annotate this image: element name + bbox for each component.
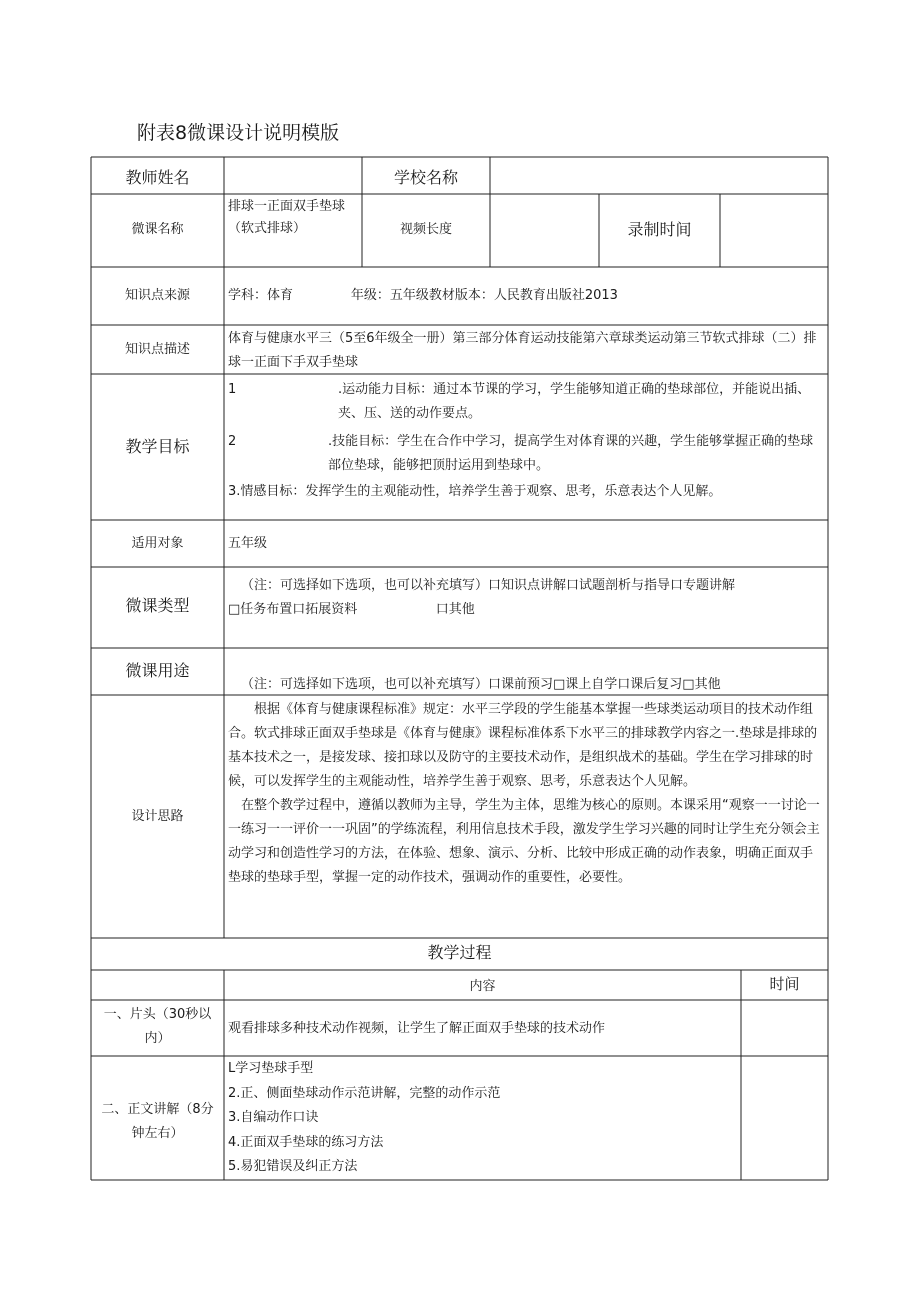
type-options-extra: □任务布置口拓展资料 口其他 xyxy=(228,602,475,617)
process-time-header: 时间 xyxy=(769,975,800,993)
step-content-line: 3.自编动作口诀 xyxy=(228,1110,319,1125)
goal-item xyxy=(228,378,824,426)
audience-value: 五年级 xyxy=(228,536,268,551)
goals-list xyxy=(228,378,824,504)
step-content-line: L学习垫球手型 xyxy=(228,1061,314,1076)
course-name-value: 排球一正面双手垫球（软式排球） xyxy=(228,199,346,236)
video-length-label: 视频长度 xyxy=(399,222,452,237)
source-value: 学科：体育 年级：五年级教材版本：人民教育出版社2013 xyxy=(228,288,618,303)
record-time-label: 录制时间 xyxy=(627,220,692,239)
page-title: 附表8微课设计说明模版 xyxy=(137,122,340,144)
process-title: 教学过程 xyxy=(427,943,492,962)
goal-item-3: 3.情感目标：发挥学生的主观能动性，培养学生善于观察、思考，乐意表达个人见解。 xyxy=(228,484,722,499)
step-content-line: 观看排球多种技术动作视频，让学生了解正面双手垫球的技术动作 xyxy=(228,1021,606,1036)
goals-label: 教学目标 xyxy=(125,437,190,456)
type-options: （注：可选择如下选项，也可以补充填写）口知识点讲解口试题剖析与指导口专题讲解 xyxy=(241,578,736,593)
process-content-header: 内容 xyxy=(469,979,496,994)
step-content xyxy=(228,1057,738,1180)
design-paragraph: 根据《体育与健康课程标准》规定：水平三学段的学生能基本掌握一些球类运动项目的技术动作组合。软式排球正面双手垫球是《体育与健康》课程标准体系下水平三的排球教学内容之一.垫球是排球的基本技术之一，是接发球、接扣球以及防守的主要技术动作，是组织战术的基础。学生在学习排球的时候，可以发挥学生的主观能动性，培养学生善于观察、思考，乐意表达个人见解。 xyxy=(228,702,818,789)
step-content-line: 4.正面双手垫球的练习方法 xyxy=(228,1134,384,1150)
goal-text: .技能目标：学生在合作中学习，提高学生对体育课的兴趣，学生能够掌握正确的垫球部位垫球，能够把顶肘运用到垫球中。 xyxy=(328,434,814,473)
goal-item xyxy=(228,430,824,478)
step-content-line: 2.正、侧面垫球动作示范讲解，完整的动作示范 xyxy=(228,1085,501,1101)
teacher-name-label: 教师姓名 xyxy=(125,168,190,187)
description-label: 知识点描述 xyxy=(124,342,190,357)
type-label: 微课类型 xyxy=(125,596,190,615)
design-content xyxy=(228,698,824,890)
goal-text: .运动能力目标：通过本节课的学习，学生能够知道正确的垫球部位，并能说出插、夹、压、送的动作要点。 xyxy=(338,382,811,421)
step-label: 一、片头（30秒以内） xyxy=(103,1007,212,1046)
school-name-label: 学校名称 xyxy=(393,168,458,187)
use-label: 微课用途 xyxy=(125,661,190,680)
goal-number: 2 xyxy=(228,434,237,449)
design-paragraph: 在整个教学过程中，遵循以教师为主导，学生为主体，思维为核心的原则。本课采用“观察一一讨论一一练习一一评价一一巩固”的学练流程，利用信息技术手段，激发学生学习兴趣的同时让学生充分领会主动学习和创造性学习的方法，在体验、想象、演示、分析、比较中形成正确的动作表象，明确正面双手垫球的垫球手型，掌握一定的动作技术，强调动作的重要性，必要性。 xyxy=(228,798,820,885)
goal-number: 1 xyxy=(228,382,237,397)
audience-label: 适用对象 xyxy=(131,536,184,551)
course-name-label: 微课名称 xyxy=(131,222,184,237)
description-value: 体育与健康水平三（5至6年级全一册）第三部分体育运动技能第六章球类运动第三节软式排球（二）排球一正面下手双手垫球 xyxy=(228,331,817,370)
use-options: （注：可选择如下选项，也可以补充填写）口课前预习□课上自学口课后复习□其他 xyxy=(241,677,721,692)
source-label: 知识点来源 xyxy=(124,288,190,303)
step-label: 二、正文讲解（8分钟左右） xyxy=(101,1102,214,1141)
step-content-line: 5.易犯错误及纠正方法 xyxy=(228,1159,358,1174)
type-content xyxy=(228,574,824,622)
design-label: 设计思路 xyxy=(131,809,184,824)
